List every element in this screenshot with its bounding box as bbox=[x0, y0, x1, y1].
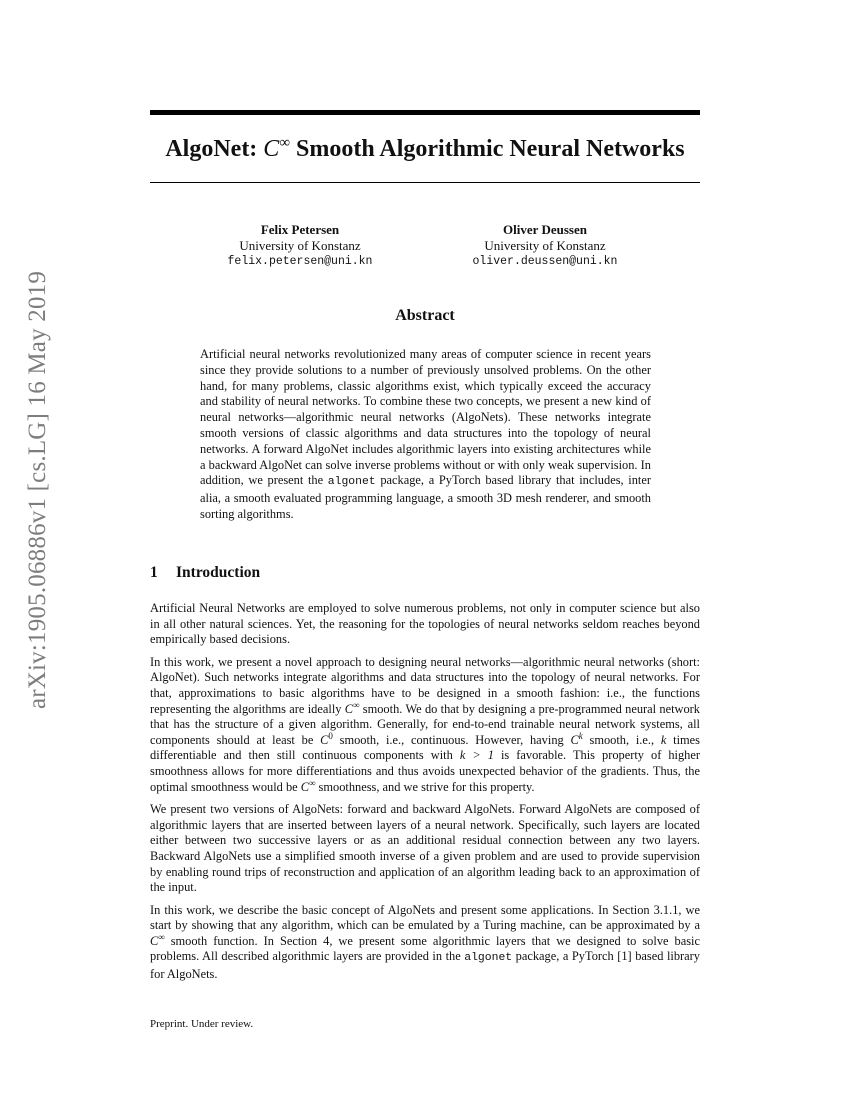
title-top-rule bbox=[150, 110, 700, 115]
author-block-2 bbox=[435, 222, 655, 270]
author-affiliation: University of Konstanz bbox=[484, 238, 606, 253]
paragraph-1: Artificial Neural Networks are employed to solve numerous problems, not only in computer science but also in all other natural sciences. Yet, the reasoning for the topologies of neural networks seldom reaches beyond empirically based decisions. bbox=[150, 601, 700, 647]
section-heading-introduction bbox=[150, 564, 260, 582]
abstract-text: Artificial neural networks revolutionized many areas of computer science in recent years since they provide solutions to a number of previously unsolved problems. On the other hand, for many problems, classic algorithms exist, which typically exceed the accuracy and stability of neural networks. To combine these two concepts, we present a new kind of neural networks—algorithmic neural networks (AlgoNets). These networks integrate smooth versions of classic algorithms and data structures into the topology of neural networks. A forward AlgoNet includes algorithmic layers into existing architectures while a backward AlgoNet can solve inverse problems without or with only weak supervision. In addition, we present the algonet package, a PyTorch based library that includes, inter alia, a smooth evaluated programming language, a smooth 3D mesh renderer, and smooth sorting algorithms. bbox=[200, 347, 651, 521]
package-name-code: algonet bbox=[327, 476, 376, 489]
author-email: felix.petersen@uni.kn bbox=[227, 255, 373, 268]
abstract-heading: Abstract bbox=[395, 307, 455, 324]
paragraph-2: In this work, we present a novel approach to designing neural networks—algorithmic neural networks (short: AlgoNet). Such networks integrate algorithms and data structures into the topology of neural networks. For that, approximations to basic algorithms have to be designed in a smooth fashion: i.e., the functions representing the algorithms are ideally C∞ smooth. We do that by designing a pre-programmed neural network that has the structure of a given algorithm. Generally, for end-to-end trainable neural network systems, all components should at least be $C^0$ smooth, i.e., continuous. However, having $C^k$ smooth, i.e., k times differentiable and then still continuous components with k > 1 is favorable. This property of higher smoothness allows for more differentiations and thus avoids unexpected behavior of the gradients. Thus, the optimal smoothness would be C∞ smoothness, and we strive for this property. bbox=[150, 654, 701, 794]
author-name: Oliver Deussen bbox=[503, 222, 587, 237]
paragraph-3: We present two versions of AlgoNets: forward and backward AlgoNets. Forward AlgoNets are composed of algorithmic layers that are inserted between layers of a neural network. Specifically, such layers are located either between two successive layers or as an additional residual connection between any two layers. Backward AlgoNets use a simplified smooth inverse of a given problem and are used to provide supervision by enabling round trips of reconstruction and application of an algorithm leading back to an approximation of the input. bbox=[150, 802, 700, 895]
arxiv-identifier-stamp: arXiv:1905.06886v1 [cs.LG] 16 May 2019 bbox=[24, 270, 51, 710]
author-email: oliver.deussen@uni.kn bbox=[472, 255, 618, 268]
paragraph-4: In this work, we describe the basic concept of AlgoNets and present some applications. In Section 3.1.1, we start by showing that any algorithm, which can be emulated by a Turing machine, can be approximated by a C∞ smooth function. In Section 4, we present some algorithmic layers that we designed to solve basic problems. All described algorithmic layers are provided in the algonet package, a PyTorch [1] based library for AlgoNets. bbox=[150, 902, 700, 982]
package-name-code: algonet bbox=[464, 952, 513, 965]
section-number: 1 bbox=[150, 564, 158, 581]
section-title: Introduction bbox=[176, 564, 261, 581]
preprint-footer: Preprint. Under review. bbox=[150, 1018, 254, 1030]
paper-title: AlgoNet: C∞ Smooth Algorithmic Neural Networks bbox=[165, 135, 685, 162]
author-affiliation: University of Konstanz bbox=[239, 238, 361, 253]
title-bottom-rule bbox=[150, 182, 700, 183]
author-block-1 bbox=[190, 222, 410, 270]
author-name: Felix Petersen bbox=[260, 222, 340, 237]
introduction-body bbox=[150, 601, 700, 990]
